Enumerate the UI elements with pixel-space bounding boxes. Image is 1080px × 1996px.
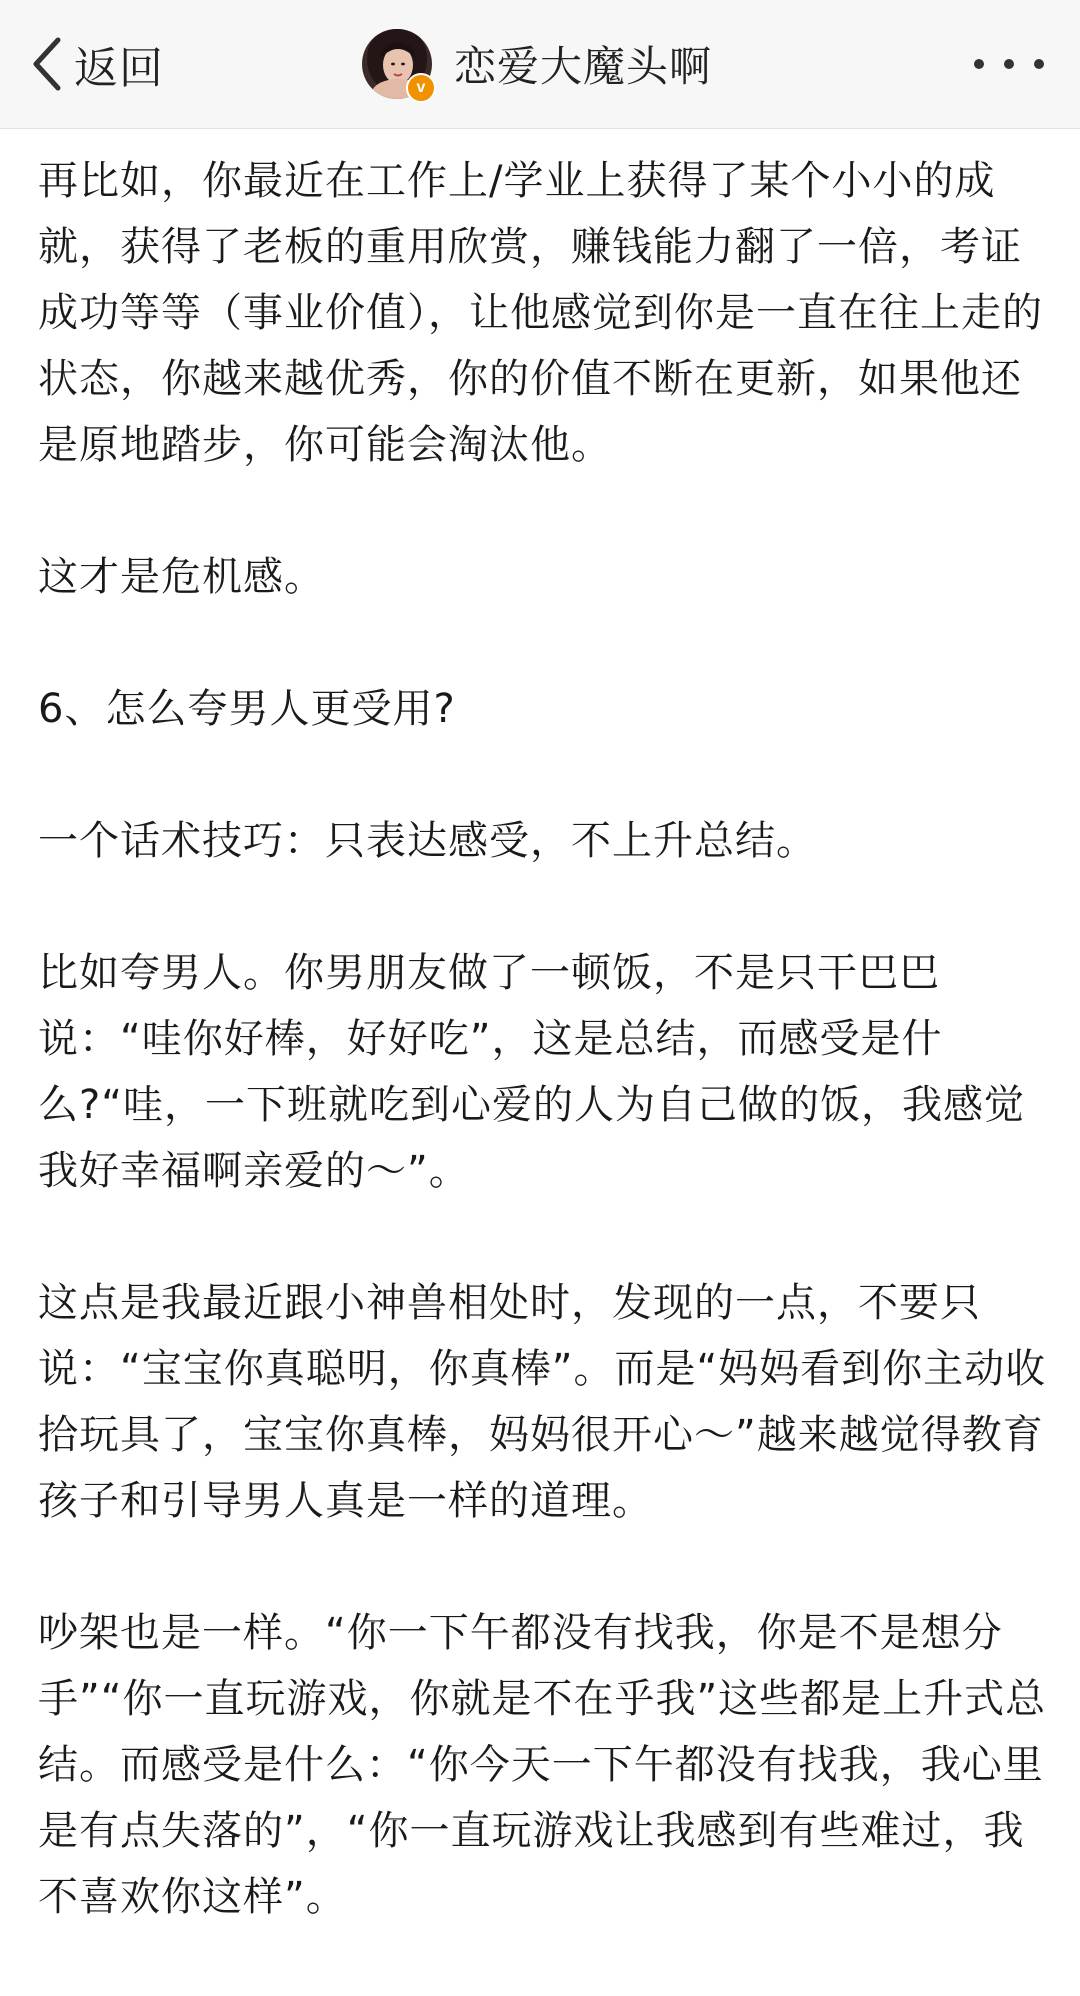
paragraph: 比如夸男人。你男朋友做了一顿饭，不是只干巴巴说：“哇你好棒，好好吃”，这是总结，而感受是什么?“哇，一下班就吃到心爱的人为自己做的饭，我感觉我好幸福啊亲爱的～”。 (38, 950, 1025, 1194)
section-heading: 6、怎么夸男人更受用? (38, 686, 456, 732)
paragraph: 再比如，你最近在工作上/学业上获得了某个小小的成就，获得了老板的重用欣赏，赚钱能力翻了一倍，考证成功等等（事业价值），让他感觉到你是一直在往上走的状态，你越来越优秀，你的价值不断在更新，如果他还是原地踏步，你可能会淘汰他。 (38, 158, 1043, 468)
more-options-button[interactable] (974, 44, 1044, 84)
paragraph: 一个话术技巧：只表达感受，不上升总结。 (38, 818, 817, 864)
back-label: 返回 (74, 43, 164, 94)
more-dots-icon (974, 59, 984, 69)
back-button[interactable] (30, 30, 164, 98)
paragraph: 这点是我最近跟小神兽相处时，发现的一点，不要只说：“宝宝你真聪明，你真棒”。而是“妈妈看到你主动收拾玩具了，宝宝你真棒，妈妈很开心～”越来越觉得教育孩子和引导男人真是一样的道理。 (38, 1280, 1047, 1524)
more-dots-icon (1034, 59, 1044, 69)
paragraph: 吵架也是一样。“你一下午都没有找我，你是不是想分手”“你一直玩游戏，你就是不在乎我”这些都是上升式总结。而感受是什么：“你今天一下午都没有找我，我心里是有点失落的”，“你一直玩游戏让我感到有些难过，我不喜欢你这样”。 (38, 1610, 1047, 1920)
more-dots-icon (1004, 59, 1014, 69)
avatar[interactable] (362, 29, 432, 99)
verified-badge-icon: v (406, 73, 436, 103)
chevron-left-icon (30, 36, 64, 92)
paragraph: 这才是危机感。 (38, 554, 325, 600)
top-nav-bar (0, 0, 1080, 129)
username[interactable]: 恋爱大魔头啊 (454, 42, 713, 91)
profile-header[interactable] (362, 26, 712, 102)
post-body (38, 148, 1048, 1996)
